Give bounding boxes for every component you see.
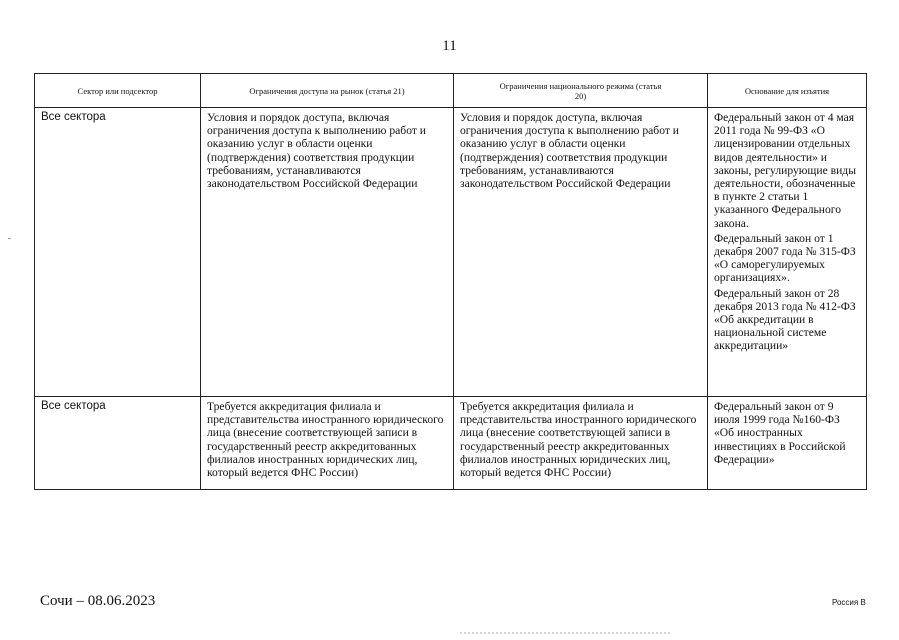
cell-market-access: Условия и порядок доступа, включая ограничения доступа к выполнению работ и оказанию услуг в области оценки (подтверждения) соответствия продукции требованиям, устанавливаются законодательством Российской Федерации <box>201 108 454 397</box>
basis-law: Федеральный закон от 1 декабря 2007 года № 315-ФЗ «О саморегулируемых организациях». <box>714 231 856 285</box>
footer-place-date: Сочи – 08.06.2023 <box>40 593 156 609</box>
basis-law: Федеральный закон от 9 июля 1999 года №160-ФЗ «Об иностранных инвестициях в Российской Федерации» <box>714 400 846 466</box>
scan-speck <box>8 238 11 239</box>
table-row <box>35 108 867 397</box>
footer-country: Россия В <box>832 598 866 607</box>
table-row <box>35 397 867 490</box>
basis-law: Федеральный закон от 4 мая 2011 года № 99-ФЗ «О лицензировании отдельных видов деятельности» и законы, регулирующие виды деятельности, обозначенные в пункте 2 статьи 1 указанного Федерального закона. <box>714 111 856 230</box>
scan-artifact <box>460 632 670 640</box>
table-header-row <box>35 74 867 108</box>
restrictions-table <box>34 73 867 490</box>
cell-market-access: Требуется аккредитация филиала и представительства иностранного юридического лица (внесение соответствующей записи в государственный реестр аккредитованных филиалов иностранных юридических лиц, который ведется ФНС России) <box>201 397 454 490</box>
cell-basis <box>708 108 867 397</box>
cell-national-treatment: Условия и порядок доступа, включая ограничения доступа к выполнению работ и оказанию услуг в области оценки (подтверждения) соответствия продукции требованиям, устанавливаются законодательством Российской Федерации <box>454 108 708 397</box>
header-national-treatment: Ограничения национального режима (статья 20) <box>454 74 708 108</box>
header-basis: Основание для изъятия <box>708 74 867 108</box>
header-sector: Сектор или подсектор <box>35 74 201 108</box>
header-market-access: Ограничения доступа на рынок (статья 21) <box>201 74 454 108</box>
cell-national-treatment: Требуется аккредитация филиала и представительства иностранного юридического лица (внесение соответствующей записи в государственный реестр аккредитованных филиалов иностранных юридических лиц, который ведется ФНС России) <box>454 397 708 490</box>
page-number: 11 <box>442 38 457 54</box>
cell-sector: Все сектора <box>35 397 201 490</box>
basis-law: Федеральный закон от 28 декабря 2013 года № 412-ФЗ «Об аккредитации в национальной системе аккредитации» <box>714 286 856 353</box>
cell-sector: Все сектора <box>35 108 201 397</box>
cell-basis <box>708 397 867 490</box>
